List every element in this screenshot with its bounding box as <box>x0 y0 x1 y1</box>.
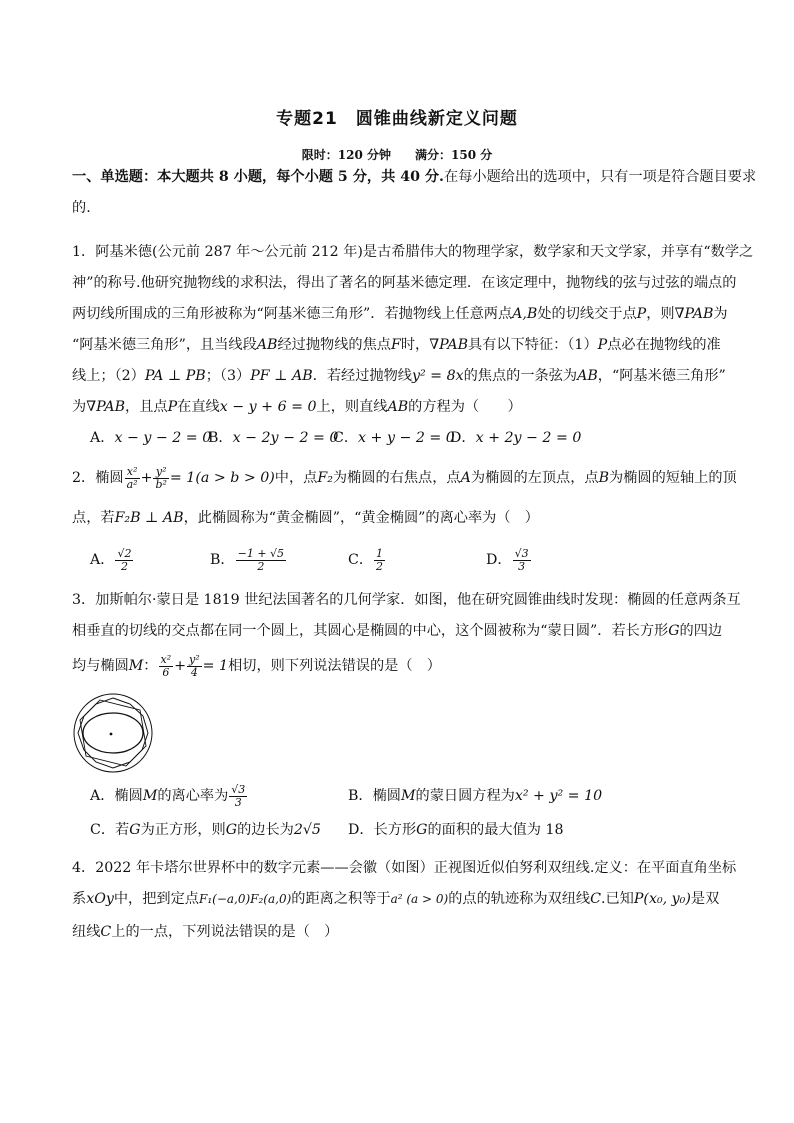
text: “阿基米德三角形”，且当线段 <box>72 337 257 353</box>
section-heading-bold: 一、单选题：本大题共 8 小题，每个小题 5 分，共 40 分. <box>72 169 445 185</box>
option-label: A． <box>90 552 115 568</box>
math: F₂ <box>317 470 333 486</box>
math: F₂B ⊥ AB <box>114 510 184 526</box>
math: F <box>390 337 401 353</box>
option-math: x + 2y − 2 = 0 <box>475 430 582 446</box>
fraction <box>115 548 133 573</box>
tangent-polygon <box>78 698 148 768</box>
denominator: 4 <box>190 665 198 679</box>
numerator: 1 <box>376 546 384 560</box>
text: 中，点 <box>274 470 318 486</box>
text: 为椭圆的左顶点，点 <box>470 470 599 486</box>
numerator: y² <box>153 466 168 479</box>
q3-line-3 <box>72 649 441 683</box>
text: 上的一点，下列说法错误的是（ ） <box>111 924 339 940</box>
math: P(x₀, y₀) <box>633 891 691 907</box>
text: 中，把到定点 <box>113 891 199 907</box>
center-point <box>110 733 113 736</box>
fraction <box>374 548 385 573</box>
q4-line-1: 4．2022 年卡塔尔世界杯中的数字元素——会徽（如图）正视图近似伯努利双纽线.定义：在平面直角坐标 <box>72 860 737 876</box>
q1-line-2: 神”的称号.他研究抛物线的求积法，得出了著名的阿基米德定理．在该定理中，抛物线的弦与过弦的端点的 <box>72 275 737 291</box>
denominator: 6 <box>162 665 170 679</box>
q2-line-1 <box>72 461 737 495</box>
text: 的边长为 <box>237 822 294 838</box>
math: y² = 8x <box>411 368 464 384</box>
ellipse-shape <box>83 713 143 753</box>
math: G <box>225 822 238 838</box>
math: A,B <box>512 306 538 322</box>
math: PF ⊥ AB <box>250 368 313 384</box>
numerator: √2 <box>117 546 132 560</box>
text: 为 <box>713 306 728 322</box>
math: x² + y² = 10 <box>514 788 603 804</box>
math: + <box>174 658 187 674</box>
math: PA ⊥ PB <box>144 368 206 384</box>
math: G <box>129 822 141 838</box>
numerator: √3 <box>514 546 529 560</box>
math: G <box>416 822 428 838</box>
math: P <box>597 337 608 353</box>
text: 是双 <box>690 891 720 907</box>
text: ，且点 <box>125 399 168 415</box>
math: M <box>128 658 144 674</box>
fraction <box>159 654 174 679</box>
option-label: D．长方形 <box>348 822 417 838</box>
math: + <box>140 470 153 486</box>
text: 的点的轨迹称为双纽线 <box>448 891 591 907</box>
fraction <box>236 548 286 573</box>
fraction <box>187 654 202 679</box>
q2-line-2 <box>72 503 539 533</box>
option-math: x − 2y − 2 = 0 <box>232 430 339 446</box>
q1-line-1: 1．阿基米德(公元前 287 年～公元前 212 年)是古希腊伟大的物理学家，数学家和天文学家，并享有“数学之 <box>72 244 754 260</box>
text: 点，若 <box>72 510 115 526</box>
fraction <box>153 466 168 491</box>
math: A <box>460 470 471 486</box>
math: ∇PAB <box>674 306 714 322</box>
math: ∇PAB <box>429 337 469 353</box>
denominator: 2 <box>257 559 265 573</box>
fraction <box>125 466 140 491</box>
denominator: 3 <box>518 559 526 573</box>
q3-option-b[interactable] <box>348 781 602 811</box>
option-math: x + y − 2 = 0 <box>358 430 455 446</box>
text: 2．椭圆 <box>72 470 124 486</box>
page-subtitle: 限时：120 分钟 满分：150 分 <box>301 148 493 162</box>
text: 时， <box>400 337 430 353</box>
option-label: A． <box>90 430 115 446</box>
math: ∇PAB <box>86 399 126 415</box>
q1-option-d[interactable] <box>450 423 581 453</box>
q1-option-b[interactable] <box>208 423 338 453</box>
text: ： <box>143 658 158 674</box>
option-label: C． <box>333 430 359 446</box>
math: C <box>590 891 601 907</box>
numerator: y² <box>189 652 200 666</box>
text: 的焦点的一条弦为 <box>463 368 578 384</box>
text: 的四边 <box>679 623 723 639</box>
math: x − y + 6 = 0 <box>219 399 317 415</box>
text: 相垂直的切线的交点都在同一个圆上，其圆心是椭圆的中心，这个圆被称为“蒙日圆”．若长方形 <box>72 623 669 639</box>
math: F₁(−a,0)F₂(a,0) <box>199 892 292 906</box>
q3-line-1: 3．加斯帕尔·蒙日是 1819 世纪法国著名的几何学家．如图，他在研究圆锥曲线时发现：椭圆的任意两条互 <box>72 592 741 608</box>
section-heading-rest: 在每小题给出的选项中，只有一项是符合题目要求 <box>444 169 757 185</box>
math: xOy <box>86 891 114 907</box>
text: 处的切线交于点 <box>537 306 637 322</box>
numerator: x² <box>125 466 140 479</box>
option-label: C．若 <box>90 822 130 838</box>
option-label: D． <box>450 430 476 446</box>
text: 的离心率为 <box>157 788 229 804</box>
q2-option-b[interactable] <box>210 545 287 575</box>
option-label: B．椭圆 <box>348 788 401 804</box>
text: ，此椭圆称为“黄金椭圆”，“黄金椭圆”的离心率为（ ） <box>183 510 539 526</box>
monge-circle-figure <box>70 690 156 776</box>
fraction <box>513 548 531 573</box>
text: 点必在抛物线的准 <box>607 337 721 353</box>
math: P <box>167 399 178 415</box>
denominator: 2 <box>376 559 384 573</box>
q3-option-c[interactable] <box>90 815 321 845</box>
option-label: B． <box>208 430 233 446</box>
text: 为正方形，则 <box>140 822 226 838</box>
text: 的蒙日圆方程为 <box>415 788 515 804</box>
option-label: D． <box>486 552 512 568</box>
text: 纽线 <box>72 924 101 940</box>
page-title: 专题21 圆锥曲线新定义问题 <box>276 109 518 129</box>
math: = 1 <box>202 658 229 674</box>
text: 两切线所围成的三角形被称为“阿基米德三角形”．若抛物线上任意两点 <box>72 306 513 322</box>
math: AB <box>256 337 278 353</box>
option-label: C． <box>348 552 374 568</box>
math: = 1(a > b > 0) <box>169 470 275 486</box>
q1-line-3 <box>72 299 728 329</box>
math: 2√5 <box>293 822 321 838</box>
q2-option-c[interactable] <box>348 545 386 575</box>
text: 系 <box>72 891 87 907</box>
denominator: 2 <box>120 559 128 573</box>
text: 为椭圆的右焦点，点 <box>332 470 461 486</box>
option-math: x − y − 2 = 0 <box>114 430 212 446</box>
denominator: b² <box>155 477 167 491</box>
section-heading-end: 的. <box>72 200 91 216</box>
q1-line-6 <box>72 392 522 422</box>
q2-option-d[interactable] <box>486 545 532 575</box>
text: .已知 <box>600 891 634 907</box>
option-label: B． <box>210 552 235 568</box>
q4-line-2 <box>72 884 719 914</box>
math: a² (a > 0) <box>390 892 449 906</box>
q1-option-a[interactable] <box>90 423 211 453</box>
text: 具有以下特征：（1） <box>468 337 598 353</box>
denominator: a² <box>126 477 138 491</box>
fraction <box>229 784 247 809</box>
math: B <box>598 470 610 486</box>
q4-line-3 <box>72 917 338 947</box>
text: 在直线 <box>177 399 220 415</box>
math: C <box>100 924 112 940</box>
q3-option-a[interactable] <box>90 778 248 814</box>
numerator: √3 <box>231 782 246 796</box>
q3-option-d[interactable] <box>348 815 564 845</box>
text: ，则 <box>646 306 675 322</box>
q1-line-5 <box>72 361 726 391</box>
q2-option-a[interactable] <box>90 545 134 575</box>
denominator: 3 <box>234 795 242 809</box>
text: 经过抛物线的焦点 <box>277 337 391 353</box>
math: M <box>142 788 158 804</box>
text: 相切，则下列说法错误的是（ ） <box>228 658 441 674</box>
text: 为 <box>72 399 87 415</box>
text: ．若经过抛物线 <box>312 368 412 384</box>
section-heading <box>72 162 756 192</box>
text: ，“阿基米德三角形” <box>597 368 726 384</box>
numerator: −1 + √5 <box>237 546 285 560</box>
text: 的方程为（ ） <box>408 399 522 415</box>
text: 为椭圆的短轴上的顶 <box>609 470 737 486</box>
q1-option-c[interactable] <box>333 423 455 453</box>
math: AB <box>387 399 409 415</box>
q3-line-2 <box>72 616 722 646</box>
monge-circle <box>74 694 152 772</box>
option-label: A．椭圆 <box>90 788 143 804</box>
text: 上，则直线 <box>316 399 388 415</box>
math: G <box>668 623 680 639</box>
numerator: x² <box>160 652 172 666</box>
text: 均与椭圆 <box>72 658 129 674</box>
q1-line-4 <box>72 330 721 360</box>
text: ；（3） <box>205 368 251 384</box>
text: 线上；（2） <box>72 368 145 384</box>
text: 的面积的最大值为 18 <box>427 822 564 838</box>
math: P <box>636 306 647 322</box>
text: 的距离之积等于 <box>291 891 391 907</box>
math: M <box>401 788 416 804</box>
math: AB <box>577 368 598 384</box>
